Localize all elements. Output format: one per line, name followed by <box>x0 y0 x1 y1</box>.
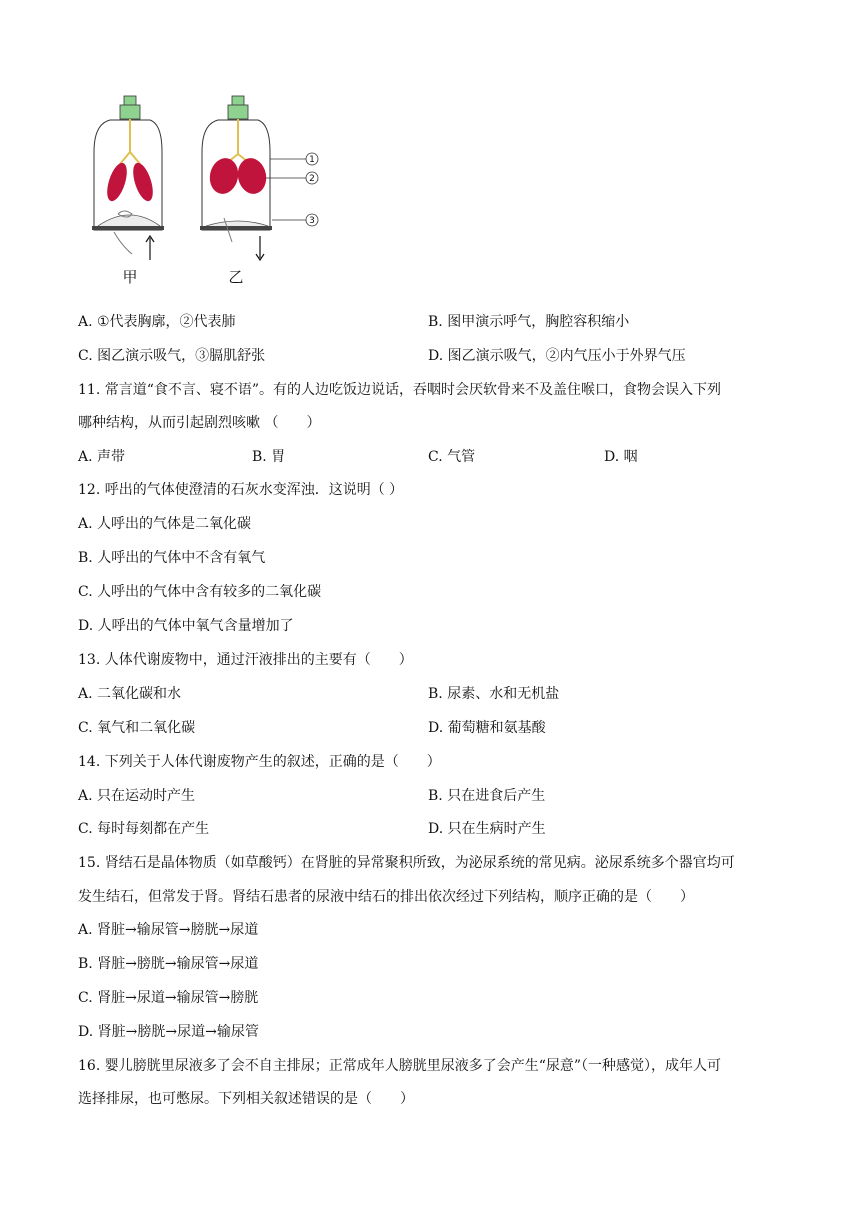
q14-option-d: D. 只在生病时产生 <box>428 821 546 837</box>
q16-stem-line2: 选择排尿，也可憋尿。下列相关叙述错误的是（ ） <box>78 1091 414 1107</box>
lung-model-figure <box>84 92 344 297</box>
svg-text:1: 1 <box>309 155 315 165</box>
lung-left <box>103 161 131 204</box>
model-jia <box>92 96 164 286</box>
q10-option-c: C. 图乙演示吸气，③膈肌舒张 <box>78 348 266 364</box>
q15-option-b: B. 肾脏→膀胱→输尿管→尿道 <box>78 956 259 972</box>
q11-option-d: D. 咽 <box>604 449 638 465</box>
q10-option-d: D. 图乙演示吸气，②内气压小于外界气压 <box>428 348 686 364</box>
svg-text:3: 3 <box>309 216 315 226</box>
q12-option-a: A. 人呼出的气体是二氧化碳 <box>78 516 252 532</box>
label-jia: 甲 <box>122 268 138 286</box>
q16-stem-line1: 16. 婴儿膀胱里尿液多了会不自主排尿；正常成年人膀胱里尿液多了会产生“尿意”（一种感觉），成年人可 <box>78 1058 722 1074</box>
q15-option-c: C. 肾脏→尿道→输尿管→膀胱 <box>78 990 259 1006</box>
q13-stem: 13. 人体代谢废物中，通过汗液排出的主要有（ ） <box>78 652 413 668</box>
q12-option-c: C. 人呼出的气体中含有较多的二氧化碳 <box>78 584 322 600</box>
q14-option-c: C. 每时每刻都在产生 <box>78 821 210 837</box>
label-yi: 乙 <box>228 268 244 286</box>
q12-option-b: B. 人呼出的气体中不含有氧气 <box>78 550 266 566</box>
q14-option-b: B. 只在进食后产生 <box>428 788 546 804</box>
q14-stem: 14. 下列关于人体代谢废物产生的叙述，正确的是（ ） <box>78 754 441 770</box>
q11-stem-line1: 11. 常言道“食不言、寝不语”。有的人边吃饭边说话，吞咽时会厌软骨来不及盖住喉口，食物会误入下列 <box>78 382 722 398</box>
q11-option-b: B. 胃 <box>252 449 286 465</box>
q10-option-a: A. ①代表胸廓，②代表肺 <box>78 314 236 330</box>
svg-text:2: 2 <box>309 174 315 184</box>
q14-option-a: A. 只在运动时产生 <box>78 788 196 804</box>
q10-option-b: B. 图甲演示呼气，胸腔容积缩小 <box>428 314 630 330</box>
q13-option-b: B. 尿素、水和无机盐 <box>428 686 560 702</box>
q13-option-d: D. 葡萄糖和氨基酸 <box>428 720 546 736</box>
q12-option-d: D. 人呼出的气体中氧气含量增加了 <box>78 618 294 634</box>
q15-option-d: D. 肾脏→膀胱→尿道→输尿管 <box>78 1024 259 1040</box>
lung-right <box>129 161 157 204</box>
q15-option-a: A. 肾脏→输尿管→膀胱→尿道 <box>78 922 259 938</box>
q12-stem: 12. 呼出的气体使澄清的石灰水变浑浊．这说明（ ） <box>78 482 404 498</box>
q13-option-c: C. 氧气和二氧化碳 <box>78 720 196 736</box>
q11-stem-line2: 哪种结构，从而引起剧烈咳嗽 （ ） <box>78 415 321 431</box>
q15-stem-line1: 15. 肾结石是晶体物质（如草酸钙）在肾脏的异常聚积所致，为泌尿系统的常见病。泌尿系统多个器官均可 <box>78 855 735 871</box>
q11-option-c: C. 气管 <box>428 449 476 465</box>
q15-stem-line2: 发生结石，但常发于肾。肾结石患者的尿液中结石的排出依次经过下列结构，顺序正确的是（ ） <box>78 889 694 905</box>
q13-option-a: A. 二氧化碳和水 <box>78 686 182 702</box>
lung-right-expanded <box>235 155 270 196</box>
q11-option-a: A. 声带 <box>78 449 126 465</box>
lung-left-expanded <box>207 155 242 196</box>
model-yi <box>200 96 318 286</box>
